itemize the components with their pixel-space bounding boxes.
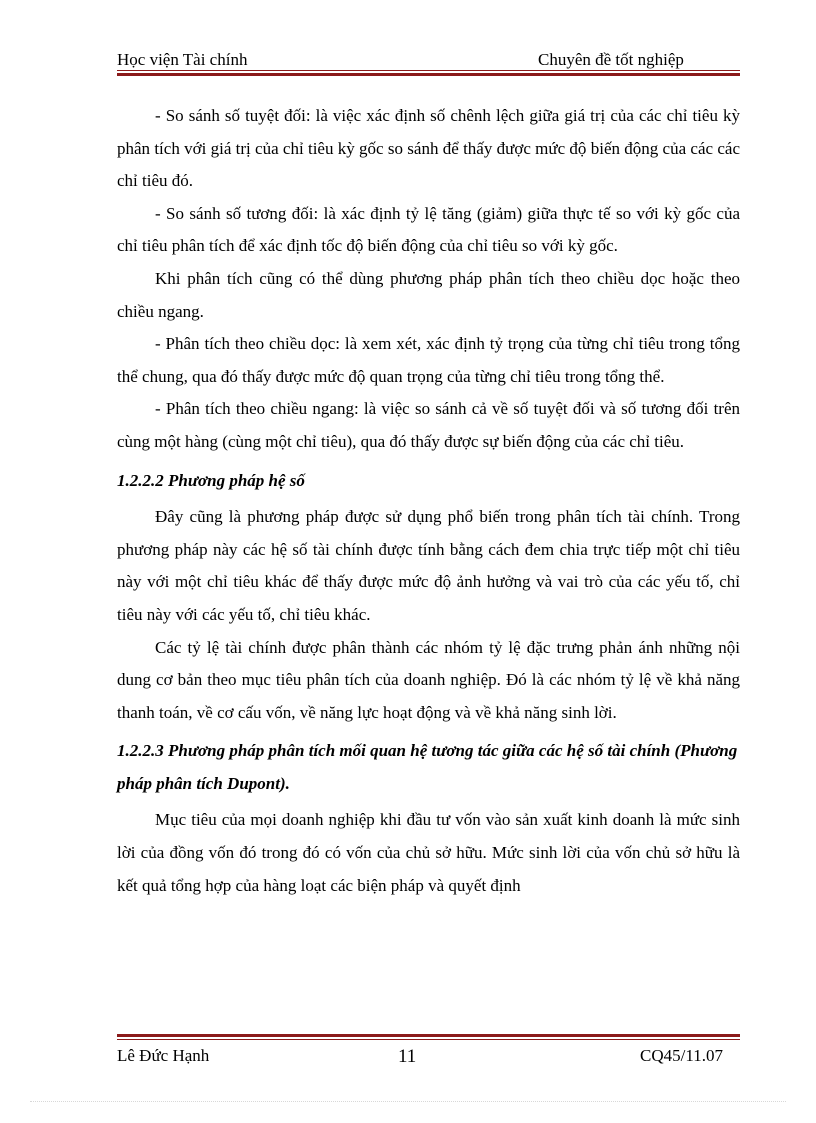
header-institution: Học viện Tài chính [117, 50, 248, 69]
page-bottom-dotted-divider [30, 1101, 786, 1102]
footer-class-code: CQ45/11.07 [640, 1046, 723, 1065]
footer-author: Lê Đức Hạnh [117, 1046, 210, 1065]
paragraph-dupont-objective: Mục tiêu của mọi doanh nghiệp khi đầu tư vốn vào sản xuất kinh doanh là mức sinh lời của đồng vốn đó trong đó có vốn của chủ sở hữu. Mức sinh lời của vốn chủ sở hữu là kết quả tổng hợp của hàng loạt các biện pháp và quyết định [117, 810, 740, 895]
paragraph-vertical-analysis: - Phân tích theo chiều dọc: là xem xét, xác định tỷ trọng của từng chỉ tiêu trong tổng thể chung, qua đó thấy được mức độ quan trọng của từng chỉ tiêu trong tổng thể. [117, 334, 740, 386]
section-heading-ratio-method: 1.2.2.2 Phương pháp hệ số [117, 470, 305, 490]
header-rule-thick [117, 73, 740, 76]
footer-rule-thick [117, 1034, 740, 1037]
header-rule-thin [117, 70, 740, 71]
paragraph-analysis-directions: Khi phân tích cũng có thể dùng phương pháp phân tích theo chiều dọc hoặc theo chiều ngang. [117, 268, 740, 321]
paragraph-ratio-groups: Các tỷ lệ tài chính được phân thành các nhóm tỷ lệ đặc trưng phản ánh những nội dung cơ bản theo mục tiêu phân tích của doanh nghiệp. Đó là các nhóm tỷ lệ về khả năng thanh toán, về cơ cấu vốn, về năng lực hoạt động và về khả năng sinh lời. [117, 637, 740, 722]
section-heading-dupont-method: 1.2.2.3 Phương pháp phân tích mối quan hệ tương tác giữa các hệ số tài chính (Phương pháp phân tích Dupont). [117, 741, 738, 793]
paragraph-relative-comparison: - So sánh số tương đối: là xác định tỷ lệ tăng (giảm) giữa thực tế so với kỳ gốc của chỉ tiêu phân tích để xác định tốc độ biến động của chỉ tiêu so với kỳ gốc. [117, 203, 740, 256]
footer-page-number: 11 [398, 1046, 417, 1067]
paragraph-ratio-method: Đây cũng là phương pháp được sử dụng phổ biến trong phân tích tài chính. Trong phương pháp này các hệ số tài chính được tính bằng cách đem chia trực tiếp một chỉ tiêu này với một chỉ tiêu khác để thấy được mức độ ảnh hưởng và vai trò của các yếu tố, chỉ tiêu này với các yếu tố, chỉ tiêu khác. [117, 507, 740, 624]
paragraph-absolute-comparison: - So sánh số tuyệt đối: là việc xác định số chênh lệch giữa giá trị của các chỉ tiêu kỳ phân tích với giá trị của chỉ tiêu kỳ gốc so sánh để thấy được mức độ biến động của các các chỉ tiêu đó. [117, 106, 740, 191]
paragraph-horizontal-analysis: - Phân tích theo chiều ngang: là việc so sánh cả về số tuyệt đối và số tương đối trên cùng một hàng (cùng một chỉ tiêu), qua đó thấy được sự biến động của các chỉ tiêu. [117, 399, 740, 451]
footer-rule-thin [117, 1039, 740, 1040]
page-body [117, 100, 740, 902]
header-document-type: Chuyên đề tốt nghiệp [538, 50, 684, 69]
